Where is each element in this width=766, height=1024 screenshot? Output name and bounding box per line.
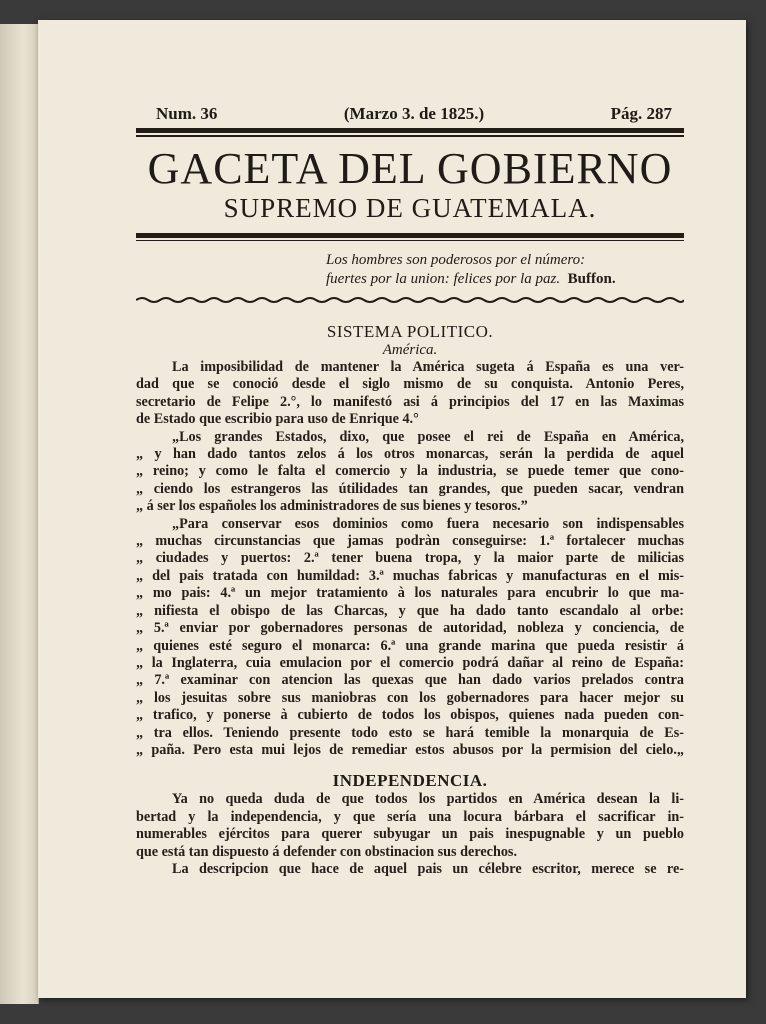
wavy-divider [136,296,684,304]
section-subtitle-america: América. [382,342,438,358]
motto [326,251,684,289]
text-line: „ tra ellos. Teniendo presente todo esto se hará temible la monarquia de Es- [136,724,684,741]
text-line: „ la Inglaterra, cuia emulacion por el comercio podrá dañar al reino de España: [136,654,684,671]
text-line: que está tan dispuesto á defender con obstinacion sus derechos. [136,843,518,860]
text-line: La imposibilidad de mantener la América sugeta á España es una ver- [172,359,684,375]
text-line: „ reino; y como le falta el comercio y la industria, se puede temer que cono- [136,463,684,480]
text-line: secretario de Felipe 2.°, lo manifestó asi á principios del 17 en las Maximas [136,393,684,410]
facing-page-edge [0,24,39,1004]
text-line: „ ciendo los estrangeros las útilidades tan grandes, que pueden sacar, vendran [136,480,684,497]
masthead-rule-thin [136,240,684,242]
text-line: „ ciudades y puertos: 2.ª tener buena tropa, y la maior parte de milicias [136,550,684,567]
text-line: dad que se conoció desde el siglo mismo de su conquista. Antonio Peres, [136,376,684,393]
text-line: La descripcion que hace de aquel pais un célebre escritor, merece se re- [172,860,684,877]
text-line: „ los jesuitas sobre sus maniobras con los gobernadores para hacer mejor su [136,689,684,706]
section-2-body [136,791,684,878]
newspaper-page [38,20,746,998]
section-title-sistema-politico: SISTEMA POLITICO. [326,322,494,341]
text-line: „ 7.ª examinar con atencion las quexas que han dado varios prelados contra [136,672,684,689]
issue-header [136,104,684,126]
masthead-title: GACETA DEL GOBIERNO [147,143,673,193]
section-1-body [136,359,684,759]
text-line: „ del pais tratada con humildad: 3.ª muchas fabricas y manufacturas en el mis- [136,567,684,584]
text-line: „ paña. Pero esta mui lejos de remediar estos abusos por la permision del cielo.„ [136,741,684,758]
issue-number: Num. 36 [156,104,218,123]
text-line: „ á ser los españoles los administradores de sus bienes y tesoros.” [136,498,528,515]
header-rule-thick [136,128,684,133]
text-line: de Estado que escribio para uso de Enrique 4.° [136,411,419,428]
text-line: „ nifiesta el obispo de las Charcas, y que ha dado tanto escandalo al orbe: [136,602,684,619]
text-line: bertad y la independencia, y que sería una locura bárbara el sacrificar in- [136,808,684,825]
text-line: numerables ejércitos para querer subyugar un pais inespugnable y un pueblo [136,826,684,843]
text-line: „Para conservar esos dominios como fuera necesario son indispensables [172,515,684,532]
section-title-independencia: INDEPENDENCIA. [332,771,488,791]
text-line: „ trafico, y ponerse à cubierto de todos los obispos, quienes nada pueden con- [136,707,684,724]
text-line: „ y han dado tantos zelos á los otros monarcas, serán la perdida de aquel [136,446,684,463]
text-line: „ quienes esté seguro el monarca: 6.ª una grande marina que pueda resistir á [136,637,684,654]
page-content [136,104,684,878]
issue-date: (Marzo 3. de 1825.) [343,104,485,123]
header-rule-thin [136,135,684,137]
text-line: Ya no queda duda de que todos los partidos en América desean la li- [172,791,684,808]
motto-line-2: fuertes por la union: felices por la paz. Buffon. [326,271,616,287]
masthead-rule-thick [136,233,684,238]
motto-line-1: Los hombres son poderosos por el número: [326,252,586,268]
text-line: „ muchas circunstancias que jamas podràn conseguirse: 1.ª fortalecer muchas [136,533,684,550]
text-line: „ mo pais: 4.ª un mejor tratamiento à los naturales para encubrir lo que ma- [136,585,684,602]
page-number: Pág. 287 [610,104,672,123]
motto-author: Buffon. [567,271,616,287]
text-line: „ 5.ª enviar por gobernadores personas de autoridad, nobleza y conciencia, de [136,620,684,637]
masthead-subtitle: SUPREMO DE GUATEMALA. [223,192,597,223]
text-line: „Los grandes Estados, dixo, que posee el rei de España en América, [172,428,684,445]
